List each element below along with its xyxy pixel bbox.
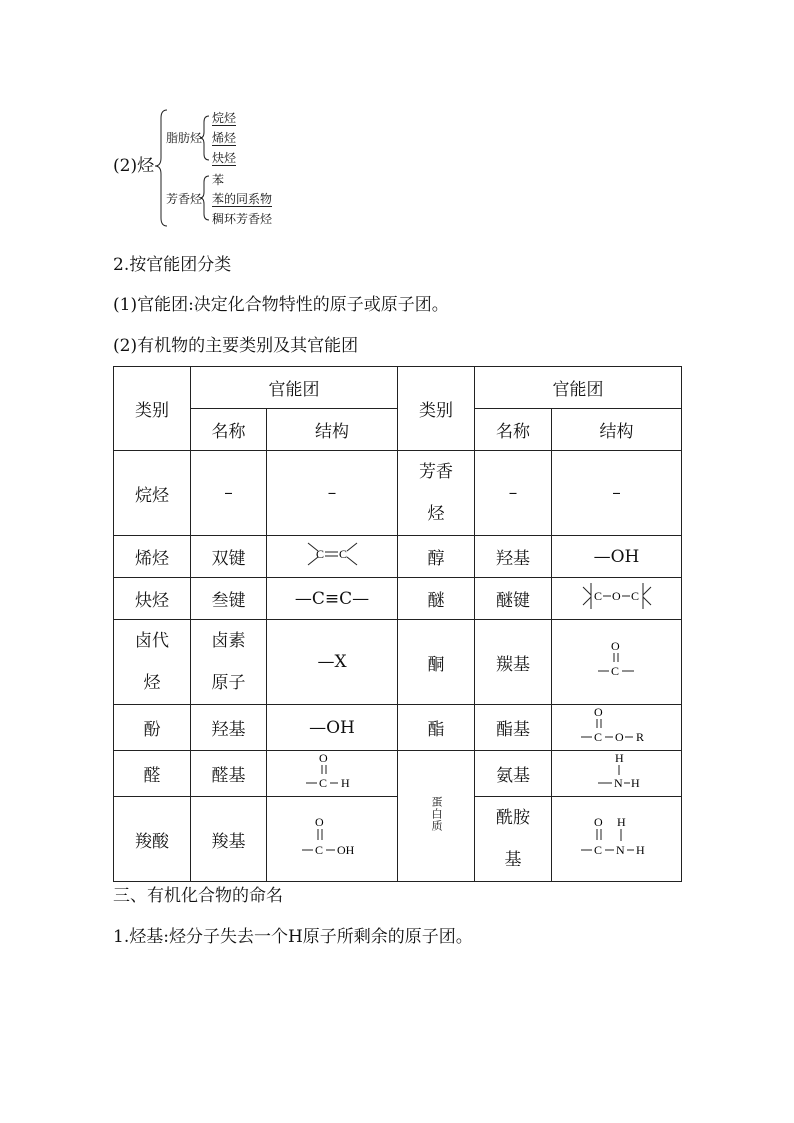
aromatic-item-homolog: 苯的同系物 [212,192,273,206]
category-cell: 羧酸 [114,797,191,882]
category-cell [114,620,191,705]
functional-group-table [113,366,682,882]
header-fg-right: 官能团 [475,367,682,409]
header-structure-right: 结构 [552,409,682,451]
category-cell: 酚 [114,705,191,751]
category-cell: 醇 [398,536,475,578]
header-category-left: 类别 [114,367,191,451]
aliphatic-item-alkyne: 炔烃 [212,151,237,165]
atom-o: O [315,814,324,829]
structure-cell [552,797,682,882]
name-cell: 醛基 [191,751,267,797]
atom-c: C [593,589,602,603]
structure-ester [579,705,655,745]
structure-cell [552,751,682,797]
atom-h: H [341,776,350,790]
name-cell: 醚键 [475,578,552,620]
header-fg-left: 官能团 [191,367,398,409]
atom-o: O [593,814,603,829]
category-cell: 醚 [398,578,475,620]
section3-para1: 1.烃基:烃分子失去一个H原子所剩余的原子团。 [113,927,473,947]
atom-h: H [614,751,624,765]
name-cell: 羰基 [475,620,552,705]
category-protein: 蛋白质 [430,795,443,832]
category-aromatic: 芳香烃 [419,462,453,524]
section2-heading: 2.按官能团分类 [113,255,232,275]
name-cell: – [475,451,552,536]
structure-aldehyde [304,751,360,791]
aliphatic-item-alkene: 烯烃 [212,131,237,145]
structure-cell: —OH [267,705,398,751]
category-haloalkane: 卤代烃 [135,631,169,693]
structure-cell: —X [267,620,398,705]
structure-cell: —C≡C— [267,578,398,620]
category-cell-protein [398,751,475,882]
structure-cell: – [552,451,682,536]
atom-c: C [630,589,639,603]
structure-alkene-double-bond [302,537,362,571]
atom-c: C [339,547,348,561]
header-structure-left: 结构 [267,409,398,451]
aliphatic-item-alkane: 烷烃 [212,111,237,125]
section3-heading: 三、有机化合物的命名 [113,886,283,906]
header-category-right: 类别 [398,367,475,451]
atom-oh: OH [337,842,355,857]
section2-para1: (1)官能团:决定化合物特性的原子或原子团。 [113,295,449,315]
tree-main-brace [155,108,215,230]
atom-c: C [315,842,324,857]
name-amide: 酰胺基 [496,808,530,870]
name-halogen-atom: 卤素原子 [211,631,246,693]
atom-o: O [614,730,624,744]
atom-h: H [630,776,640,790]
structure-cell [552,705,682,751]
atom-c: C [319,776,328,790]
category-cell: 烷烃 [114,451,191,536]
name-cell: 羧基 [191,797,267,882]
structure-cell [267,536,398,578]
name-cell [191,620,267,705]
atom-n: N [615,842,625,857]
name-cell: – [191,451,267,536]
atom-r: R [635,730,644,744]
header-name-right: 名称 [475,409,552,451]
category-cell [398,451,475,536]
name-cell: 酯基 [475,705,552,751]
structure-ether [577,579,657,613]
name-cell: 羟基 [475,536,552,578]
header-name-left: 名称 [191,409,267,451]
atom-o: O [593,705,603,719]
structure-cell [267,797,398,882]
atom-c: C [316,547,325,561]
category-cell: 酯 [398,705,475,751]
section2-para2: (2)有机物的主要类别及其官能团 [113,336,359,356]
name-cell: 羟基 [191,705,267,751]
atom-h: H [635,842,645,857]
name-cell: 叁键 [191,578,267,620]
structure-cell [552,620,682,705]
atom-o: O [610,638,620,653]
category-cell: 酮 [398,620,475,705]
category-cell: 烯烃 [114,536,191,578]
aromatic-item-benzene: 苯 [212,173,225,187]
aliphatic-label: 脂肪烃 [166,131,203,145]
atom-o: O [319,751,328,765]
name-cell [475,797,552,882]
structure-cell: —OH [552,536,682,578]
atom-o: O [611,589,621,603]
name-cell: 氨基 [475,751,552,797]
structure-cell: – [267,451,398,536]
aromatic-label: 芳香烃 [166,192,203,206]
atom-c: C [593,842,602,857]
atom-c: C [593,730,602,744]
aromatic-item-fused: 稠环芳香烃 [212,212,273,226]
category-cell: 醛 [114,751,191,797]
atom-n: N [613,776,623,790]
structure-cell [552,578,682,620]
atom-h: H [616,814,626,829]
structure-cell [267,751,398,797]
structure-amino [592,751,642,791]
name-cell: 双键 [191,536,267,578]
structure-carboxyl [300,815,364,859]
category-cell: 炔烃 [114,578,191,620]
atom-c: C [610,663,619,678]
structure-amide [579,815,655,859]
structure-carbonyl [592,638,642,682]
tree-root-label: (2)烃 [113,156,155,176]
